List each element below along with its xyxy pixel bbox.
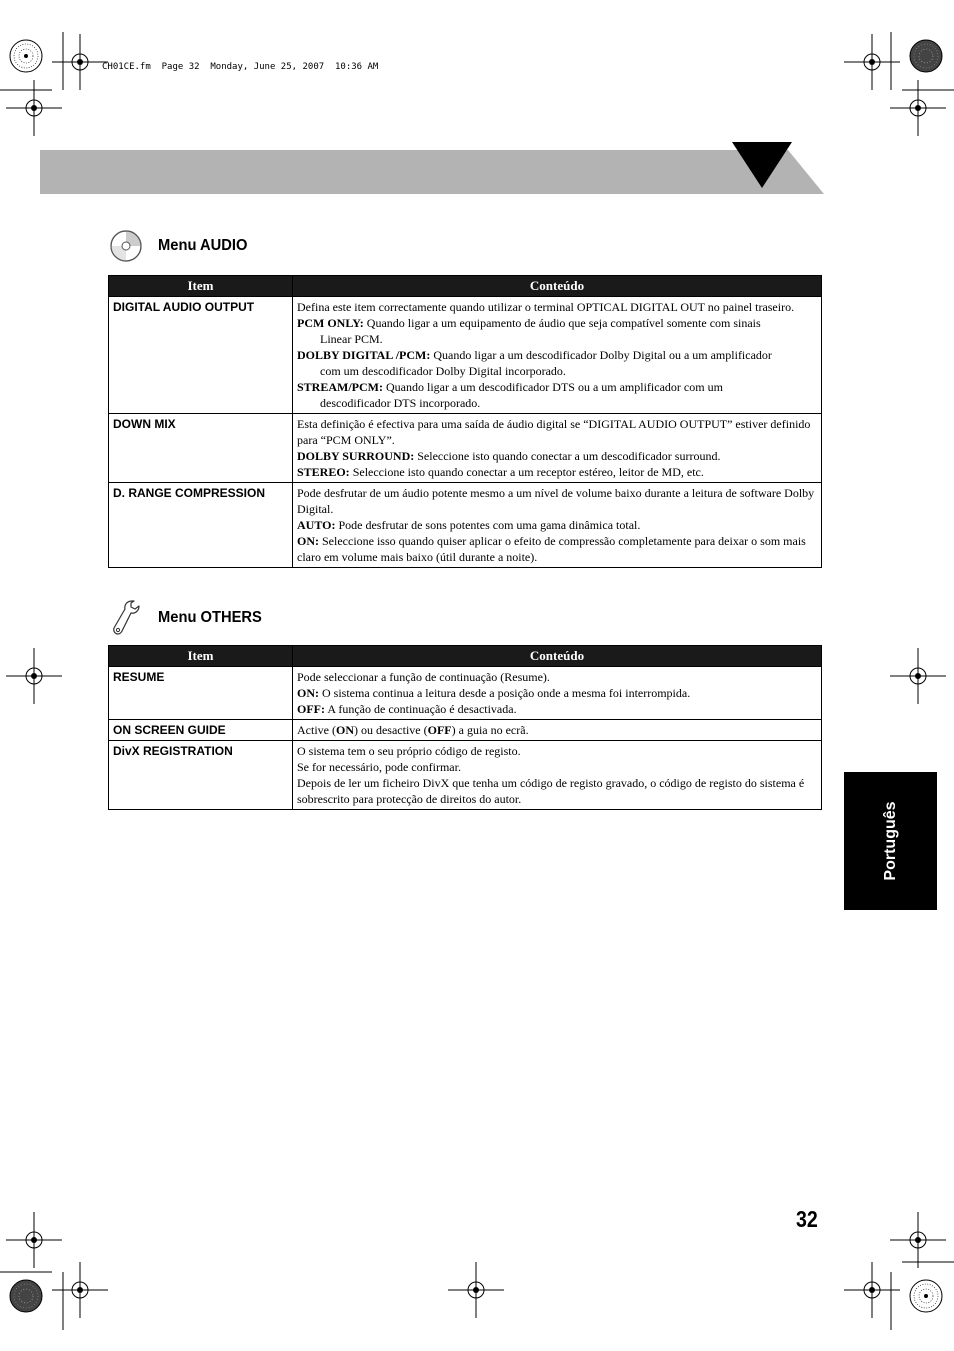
- option-value: OFF: [427, 723, 452, 737]
- column-header-item: Item: [109, 646, 293, 667]
- description-text: Quando ligar a um equipamento de áudio que seja compatível somente com sinais: [363, 316, 761, 330]
- rosette-mark: [910, 40, 942, 72]
- description-line: [297, 743, 817, 759]
- table-row: [109, 667, 822, 720]
- option-label: OFF:: [297, 702, 325, 716]
- table-row: [109, 414, 822, 483]
- description-continuation: com um descodificador Dolby Digital incorporado.: [320, 364, 566, 378]
- description-text: Depois de ler um ficheiro DivX que tenha um código de registo gravado, o código de registo do sistema é sobrescrito para protecção de direitos do autor.: [297, 776, 805, 806]
- column-header-item: Item: [109, 276, 293, 297]
- option-label: ON:: [297, 686, 319, 700]
- audio-menu-table: [108, 275, 822, 568]
- column-header-content: Conteúdo: [293, 646, 822, 667]
- option-label: STEREO:: [297, 465, 350, 479]
- option-label: STREAM/PCM:: [297, 380, 383, 394]
- description-text: ) ou desactive (: [353, 723, 428, 737]
- file-header-line: CH01CE.fm Page 32 Monday, June 25, 2007 10:36 AM: [102, 62, 379, 72]
- row-item-name: DOWN MIX: [109, 414, 293, 483]
- table-header-row: [109, 646, 822, 667]
- description-text: O sistema tem o seu próprio código de registo.: [297, 744, 521, 758]
- row-item-description: [293, 741, 822, 810]
- option-label: PCM ONLY:: [297, 316, 364, 330]
- description-text: A função de continuação é desactivada.: [325, 702, 517, 716]
- disc-icon: [108, 228, 144, 264]
- row-item-name: DIGITAL AUDIO OUTPUT: [109, 297, 293, 414]
- row-item-name: D. RANGE COMPRESSION: [109, 483, 293, 568]
- description-text: Defina este item correctamente quando utilizar o terminal OPTICAL DIGITAL OUT no painel traseiro.: [297, 300, 795, 314]
- description-text: Pode seleccionar a função de continuação (Resume).: [297, 670, 550, 684]
- description-line: [297, 533, 817, 565]
- description-text: Pode desfrutar de sons potentes com uma gama dinâmica total.: [335, 518, 641, 532]
- description-line: [297, 464, 817, 480]
- description-text: Quando ligar a um descodificador Dolby Digital ou a um amplificador: [430, 348, 772, 362]
- option-label: ON:: [297, 534, 319, 548]
- row-item-description: [293, 414, 822, 483]
- table-header-row: [109, 276, 822, 297]
- description-line: [297, 701, 817, 717]
- description-text: Active (: [297, 723, 336, 737]
- description-continuation: descodificador DTS incorporado.: [320, 396, 481, 410]
- row-item-name: RESUME: [109, 667, 293, 720]
- description-line: [297, 416, 817, 448]
- description-line: [297, 775, 817, 807]
- table-row: [109, 297, 822, 414]
- description-line: [297, 379, 817, 395]
- description-line: [297, 299, 817, 315]
- column-header-content: Conteúdo: [293, 276, 822, 297]
- description-text: Pode desfrutar de um áudio potente mesmo a um nível de volume baixo durante a leitura de software Dolby Digital.: [297, 486, 815, 516]
- row-item-description: [293, 483, 822, 568]
- row-item-description: [293, 667, 822, 720]
- description-text: Quando ligar a um descodificador DTS ou a um amplificador com um: [383, 380, 723, 394]
- description-text: Seleccione isto quando conectar a um receptor estéreo, leitor de MD, etc.: [349, 465, 704, 479]
- description-line: [297, 517, 817, 533]
- others-menu-table: [108, 645, 822, 810]
- description-line: [297, 347, 817, 363]
- option-label: AUTO:: [297, 518, 336, 532]
- description-line: [297, 485, 817, 517]
- option-value: ON: [335, 723, 354, 737]
- description-line: [297, 315, 817, 331]
- description-text: O sistema continua a leitura desde a posição onde a mesma foi interrompida.: [319, 686, 691, 700]
- table-row: [109, 741, 822, 810]
- row-item-description: [293, 720, 822, 741]
- section-others-heading: [108, 598, 271, 638]
- description-text: Seleccione isto quando conectar a um descodificador surround.: [414, 449, 721, 463]
- description-text: Se for necessário, pode confirmar.: [297, 760, 461, 774]
- language-side-tab: [844, 772, 937, 910]
- rosette-mark: [10, 40, 42, 72]
- option-label: DOLBY DIGITAL /PCM:: [297, 348, 431, 362]
- row-item-name: DivX REGISTRATION: [109, 741, 293, 810]
- section-audio-title: Menu AUDIO: [158, 237, 248, 254]
- description-text: ) a guia no ecrã.: [451, 723, 529, 737]
- description-text: Esta definição é efectiva para uma saída de áudio digital se “DIGITAL AUDIO OUTPUT” estiver definido para “PCM ONLY”.: [297, 417, 811, 447]
- description-line: [297, 685, 817, 701]
- option-label: DOLBY SURROUND:: [297, 449, 415, 463]
- rosette-mark: [910, 1280, 942, 1312]
- section-others-title: Menu OTHERS: [158, 609, 262, 626]
- section-audio-heading: [108, 228, 255, 264]
- description-continuation: Linear PCM.: [320, 332, 383, 346]
- row-item-description: [293, 297, 822, 414]
- header-banner: [40, 140, 830, 198]
- table-row: [109, 483, 822, 568]
- description-line: [297, 722, 817, 738]
- rosette-mark: [10, 1280, 42, 1312]
- description-line: [297, 759, 817, 775]
- table-row: [109, 720, 822, 741]
- description-line: [297, 669, 817, 685]
- description-text: Seleccione isso quando quiser aplicar o efeito de compressão completamente para deixar o som mais claro em volume mais baixo (útil durante a noite).: [297, 534, 806, 564]
- page-number: 32: [796, 1206, 818, 1232]
- description-line: [297, 448, 817, 464]
- language-label: Português: [881, 801, 899, 881]
- wrench-icon: [108, 598, 144, 638]
- row-item-name: ON SCREEN GUIDE: [109, 720, 293, 741]
